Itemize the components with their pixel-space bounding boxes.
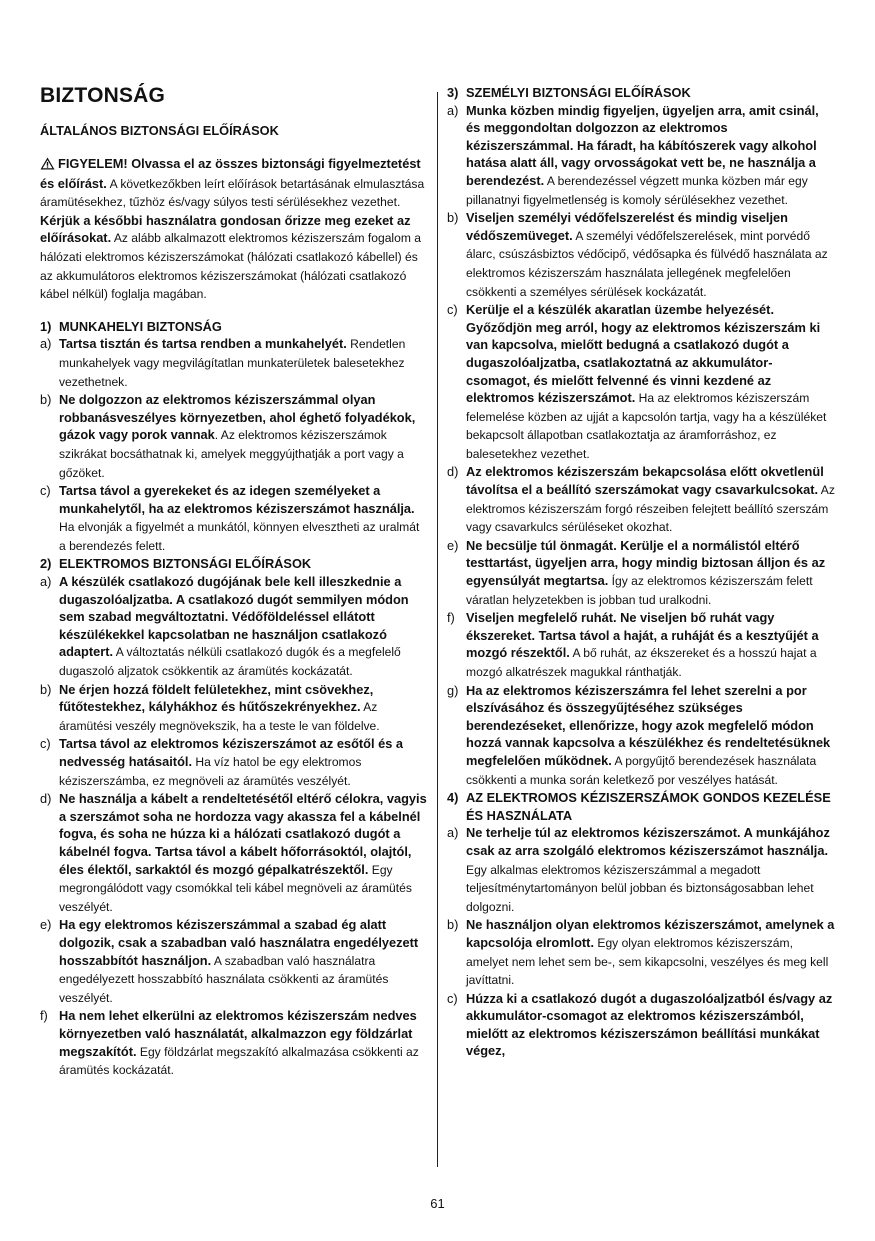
item-label: d)	[447, 464, 459, 480]
item-label: a)	[40, 336, 52, 352]
warning-triangle-icon	[40, 157, 55, 175]
list-item	[40, 735, 428, 790]
list-item	[40, 1007, 428, 1079]
item-text: Egy megrongálódott vagy csomókkal teli kábel megnöveli az áramütés veszélyét.	[59, 862, 412, 914]
item-bold: Viseljen megfelelő ruhát. Ne viseljen bő ruhát vagy ékszereket. Tartsa távol a haját, a ruháját és a kesztyűjét a mozgó részektől.	[466, 610, 819, 661]
warning-paragraph	[40, 155, 428, 304]
item-bold: Ne használjon olyan elektromos kéziszerszámot, amelynek a kapcsolója elromlott.	[466, 917, 835, 950]
item-label: a)	[447, 102, 459, 118]
item-text: Ha az elektromos kéziszerszám felemelése közben az ujját a kapcsolón tartja, vagy ha a készüléket bekapcsolt állapotban csatlakoztatja az áramforráshoz, ez balesetekhez vezethet.	[466, 391, 827, 461]
right-column	[447, 84, 835, 1061]
list-item	[447, 990, 835, 1061]
list-item	[447, 609, 835, 681]
warning-text-1: A következőkben leírt előírások betartásának elmulasztása áramütésekhez, tűzhöz és/vagy súlyos testi sérülésekhez vezethet.	[40, 176, 425, 210]
item-label: c)	[447, 302, 458, 318]
list-item	[447, 824, 835, 916]
page-title: BIZTONSÁG	[40, 84, 166, 107]
item-bold: Munka közben mindig figyeljen, ügyeljen arra, amit csinál, és meggondoltan dolgozzon az elektromos kéziszerszámmal. Ha fáradt, ha kábítószerek vagy alkohol hatása alatt áll, vagy orvosságokat vett be, ne használja a berendezést.	[466, 102, 819, 188]
item-bold: Ne érjen hozzá földelt felületekhez, mint csövekhez, fűtőtestekhez, kályhákhoz és hűtőszekrényekhez.	[59, 681, 374, 715]
item-bold: Ha egy elektromos kéziszerszámmal a szabad ég alatt dolgozik, csak a szabadban való használatra engedélyezett hosszabbítót használjon.	[59, 917, 419, 968]
list-item	[40, 916, 428, 1007]
section-number: 4)	[447, 790, 459, 806]
list-item	[447, 916, 835, 989]
list-item	[40, 790, 428, 916]
list-item	[447, 463, 835, 536]
list-item	[447, 301, 835, 463]
item-label: e)	[447, 537, 459, 553]
item-bold: Az elektromos kéziszerszám bekapcsolása előtt okvetlenül távolítsa el a beállító szerszámokat vagy csavarkulcsokat.	[466, 464, 824, 498]
list-item	[40, 391, 428, 482]
section-title: AZ ELEKTROMOS KÉZISZERSZÁMOK GONDOS KEZELÉSE ÉS HASZNÁLATA	[466, 790, 831, 823]
item-bold: A készülék csatlakozó dugójának bele kell illeszkednie a dugaszolóaljzatba. A csatlakozó dugót semmilyen módon sem szabad megváltoztatni. Védőföldeléssel ellátott készülékekkel kapcsolatban ne használjon csatlakozó adaptert.	[59, 574, 409, 660]
item-label: d)	[40, 791, 52, 807]
item-label: a)	[447, 825, 459, 841]
section-number: 1)	[40, 318, 52, 334]
section-heading	[40, 555, 428, 573]
item-text: Egy olyan elektromos kéziszerszám, amelyet nem lehet sem be-, sem kikapcsolni, veszélyes és meg kell javíttatni.	[466, 935, 829, 988]
item-text: . Az elektromos kéziszerszámok szikrákat bocsáthatnak ki, amelyek meggyújthatják a port vagy a gőzöket.	[59, 428, 404, 480]
item-label: f)	[40, 1008, 48, 1024]
item-bold: Tartsa tisztán és tartsa rendben a munkahelyét.	[59, 336, 347, 352]
section-number: 3)	[447, 85, 459, 100]
item-bold: Ne használja a kábelt a rendeltetésétől eltérő célokra, vagyis a szerszámot soha ne hordozza vagy akassza fel a kábelnél fogva, és soha ne húzza ki a hálózati csatlakozó dugót a kábelnél fogva. Tartsa távol a kábelt hőforrásoktól, olajtól, éles élektől, sarkaktól és mozgó gépalkatrészektől.	[59, 791, 427, 877]
section-title: ELEKTROMOS BIZTONSÁGI ELŐÍRÁSOK	[59, 556, 312, 572]
list-item	[447, 537, 835, 609]
column-divider	[437, 92, 438, 1167]
item-text: A berendezéssel végzett munka közben már egy pillanatnyi figyelmetlenség is komoly sérülésekhez vezethet.	[466, 173, 808, 207]
item-bold: Ne dolgozzon az elektromos kéziszerszámmal olyan robbanásveszélyes környezetben, ahol éghető folyadékok, gázok vagy porok vannak	[59, 392, 416, 443]
item-text: Rendetlen munkahelyek vagy megvilágítatlan munkaterületek balesetekhez vezethetnek.	[59, 337, 406, 389]
warning-bold-1: FIGYELEM! Olvassa el az összes biztonsági figyelmeztetést és előírást.	[40, 156, 421, 191]
item-text: Egy földzárlat megszakító alkalmazása csökkenti az áramütés kockázatát.	[59, 1044, 419, 1078]
section-subtitle: ÁLTALÁNOS BIZTONSÁGI ELŐÍRÁSOK	[40, 123, 279, 138]
list-item	[447, 682, 835, 790]
item-label: a)	[40, 574, 52, 590]
item-label: b)	[40, 392, 52, 408]
item-text: A változtatás nélküli csatlakozó dugók és a megfelelő dugaszoló aljzatok csökkentik az áramütés kockázatát.	[59, 645, 401, 679]
item-bold: Ha nem lehet elkerülni az elektromos kéziszerszám nedves környezetben való használatát, alkalmazzon egy földzárlat megszakítót.	[59, 1008, 417, 1059]
item-bold: Ne terhelje túl az elektromos kéziszerszámot. A munkájához csak az arra szolgáló elektromos kéziszerszámot használja.	[466, 825, 830, 858]
item-text: Az áramütési veszély megnövekszik, ha a teste le van földelve.	[59, 700, 380, 733]
item-label: b)	[40, 681, 52, 697]
item-label: g)	[447, 682, 459, 698]
item-bold: Húzza ki a csatlakozó dugót a dugaszolóaljzatból és/vagy az akkumulátor-csomagot az elektromos kéziszerszámból, mielőtt az elektromos kéziszerszámon beállítási munkákat végez,	[466, 990, 833, 1059]
item-bold: Viseljen személyi védőfelszerelést és mindig viseljen védőszemüveget.	[466, 210, 788, 243]
item-text: Ha elvonják a figyelmét a munkától, könnyen elvesztheti az uralmát a berendezés felett.	[59, 520, 420, 553]
item-bold: Tartsa távol a gyerekeket és az idegen személyeket a munkahelytől, ha az elektromos kéziszerszámot használja.	[59, 483, 415, 516]
section-heading	[447, 789, 835, 824]
item-text: A bő ruhát, az ékszereket és a hosszú hajat a mozgó alkatrészek magukkal ránthatják.	[466, 646, 817, 679]
item-bold: Kerülje el a készülék akaratlan üzembe helyezését. Győződjön meg arról, hogy az elektromos kéziszerszám ki van kapcsolva, mielőtt bedugná a csatlakozó dugót a dugaszolóaljzatba, csatlakoztatná az akkumulátor-csomagot, és mielőtt felvenné és vinni kezdené az elektromos kéziszerszámot.	[466, 302, 821, 406]
section-title: SZEMÉLYI BIZTONSÁGI ELŐÍRÁSOK	[466, 85, 691, 100]
section-title: MUNKAHELYI BIZTONSÁG	[59, 318, 222, 334]
item-label: b)	[447, 210, 459, 226]
item-text: Így az elektromos kéziszerszám felett váratlan helyzetekben is jobban tud uralkodni.	[466, 574, 813, 607]
warning-text-2: Az alább alkalmazott elektromos kéziszerszám fogalom a hálózati elektromos kéziszerszámokat (hálózati csatlakozó kábellel) és az akkumulátoros elektromos kéziszerszámokat (hálózati csatlakozó kábel nélkül) foglalja magában.	[40, 231, 422, 302]
item-text: Az elektromos kéziszerszám forgó részeiben felejtett beállító szerszám vagy csavarkulcs sérüléseket okozhat.	[466, 483, 835, 535]
item-label: c)	[447, 990, 458, 1006]
item-label: c)	[40, 483, 51, 499]
left-column	[40, 84, 428, 1080]
item-bold: Tartsa távol az elektromos kéziszerszámot az esőtől és a nedvesség hatásaitól.	[59, 736, 404, 769]
item-label: b)	[447, 917, 459, 933]
list-item	[40, 335, 428, 391]
item-label: c)	[40, 736, 51, 752]
page-number: 61	[430, 1196, 445, 1211]
item-text: A személyi védőfelszerelések, mint porvédő álarc, csúszásbiztos védőcipő, védősapka és fülvédő használata az elektromos kéziszerszám használata jellegének megfelelően csökkenti a személyes sérülések kockázatát.	[466, 228, 828, 299]
item-text: Egy alkalmas elektromos kéziszerszámmal a megadott teljesítménytartományon belül jobban és biztonságosabban lehet dolgozni.	[466, 862, 814, 914]
list-item	[40, 573, 428, 681]
item-text: A porgyűjtő berendezések használata csökkenti a munka során keletkező por veszélyes hatását.	[466, 753, 817, 787]
item-bold: Ne becsülje túl önmagát. Kerülje el a normálistól eltérő testtartást, ügyeljen arra, hogy mindig biztosan álljon és az egyensúlyát megtartsa.	[466, 537, 826, 589]
section-heading	[40, 318, 428, 336]
item-text: Ha víz hatol be egy elektromos kéziszerszámba, ez megnöveli az áramütés veszélyét.	[59, 755, 362, 788]
list-item	[447, 209, 835, 301]
list-item	[40, 681, 428, 736]
list-item	[40, 482, 428, 555]
item-bold: Ha az elektromos kéziszerszámra fel lehet szerelni a por elszívásához és összegyűjtéséhez szükséges berendezéseket, ellenőrizze, hogy azok megfelelő módon hozzá vannak kapcsolva a készülékhez és rendeltetésüknek megfelelően működnek.	[466, 682, 831, 768]
item-text: A szabadban való használatra engedélyezett hosszabbító használata csökkenti az áramütés veszélyét.	[59, 953, 389, 1005]
warning-bold-2: Kérjük a későbbi használatra gondosan őrizze meg ezeket az előírásokat.	[40, 212, 411, 246]
item-label: e)	[40, 917, 52, 933]
section-heading	[447, 84, 835, 102]
section-number: 2)	[40, 556, 52, 572]
list-item	[447, 102, 835, 210]
item-label: f)	[447, 610, 455, 626]
